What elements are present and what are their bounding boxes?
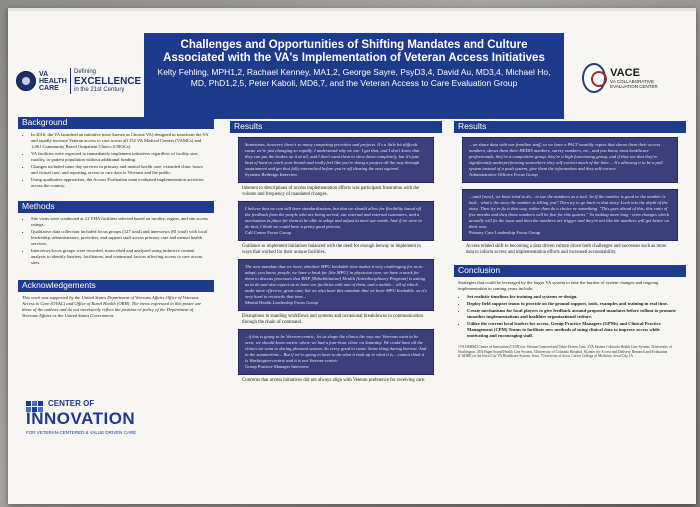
innovation-word: INNOVATION [26,409,136,428]
quote-source: Administrative Officers Focus Group [469,172,538,177]
poster-authors: Kelty Fehling, MPH1,2, Rachael Kenney, MA1,2, George Sayre, PsyD3,4, David Au, MD3,4, Michael Ho, MD, PhD1,2,5, Peter Kaboli, MD6,7, and the Veteran Access to Care Evaluation Group [157,67,551,88]
results-quote: ...we share data with our frontline staff, so we have a PACT monthly report that shows them their access numbers, shows them their HEDIS numbers, survey numbers, etc., and you know, most healthcare professionals, they're a competitive group, they're a high functioning group, and if they see that they're significantly underperforming somewhere they self-correct much of the time.... It's allowing it to be a pull system instead of a push system, give them the information and they self-correct. Administrative Officers Focus Group [462,137,678,183]
conclusion-bullet: • Set realistic timelines for training and systems re-design. [467,294,682,300]
poster-title: Challenges and Opportunities of Shifting Mandates and Culture Associated with the VA's Implementation of Veteran Access Initiatives [163,39,545,64]
conclusion-intro: Strategies that could be leveraged by the larger VA system to ease the burden of system changes and ongoing implementation in coming years include: [458,280,659,291]
conclusion-bullet: • Deploy field support teams to provide on the ground support, tools, examples and training in real time. [467,301,682,307]
results-finding: Access related shift to becoming a data driven culture drove both challenges and successes such as more data to inform access and implementation efforts and increased accountability. [466,244,667,255]
results-quote: ...until [now], we have tried to do... to use the numbers as a tool. So if the number is good or the number is bad... what's the story the number is telling you? Then try to go back to that story. Look into the depth of the story. Then try to fix it that way, rather than do a choice or something. "This goes ahead of this, this ratio of five months and then those numbers will be fine for this quarter." So making more long - term changes which actually will fix the issue and then the numbers are trigger and they're not like the numbers will get better on their own. Primary Care Leadership Focus Group [462,189,678,241]
methods-body [18,213,214,270]
background-body [18,129,214,193]
background-bullet: • In 2016, the VA launched an initiative (now known as Choose VA) designed to transform the VA and rapidly increase Veteran access to care across all 152 VA Medical Centers (VAMCs) and 1,061 Community Based Outpatient Clinics (CBOCs). [31,132,210,150]
quote-source: Call Center Focus Group [245,230,292,235]
results-quote: Sometimes, however, there's so many competing priorities and projects. It's a little bit difficult cause we're just changing so rapidly. I understand why we are. I get that, and I don't know that they can put the brakes on it at all, and I don't want them to slow down completely, but it's just kind of hard to catch your breath and really feel like you're doing a project all the way through sustainment and get that fully entrenched before you're off chasing the next squirrel. Systems Redesign Interview [238,137,434,183]
vace-logo [582,51,682,105]
quote-source: Systems Redesign Interview [245,172,298,177]
results-heading: Results [230,121,442,133]
poster [8,8,696,504]
results-finding: Guidance to implement initiatives balanced with the need for enough leeway to implement in ways that worked for their unique facilities. [242,244,421,255]
acknowledgements-text: This work was supported by the United States Department of Veterans Affairs Office of Veterans Access to Care (OVAC) and Office of Rural Health (ORH). The views expressed in this poster are those of the authors and do not necessarily reflect the position or policy of the Department of Veterans Affairs or the United States Government. [22,295,202,318]
va-wordmark: VA HEALTH CARE [39,70,67,92]
conclusion-bullet: • Utilize the current local leaders for access, Group Practice Managers (GPMs) and Clinical Practice Management (CPM) Teams to facilitate new methods of using clinical data to improve access while motivating and encouraging staff. [467,321,682,339]
conclusion-bullet: • Create mechanisms for local players to give feedback around proposed mandates before rollout to promote smoother implementations and healthier organizational culture. [467,308,682,320]
background-heading: Background [18,117,214,129]
innovation-prefix: CENTER OF [48,399,95,408]
background-bullet: • Using qualitative approaches, the Access Evaluation team evaluated implementation activities across the country. [31,177,210,189]
background-bullet: • VA facilities were expected to immediately implement initiatives regardless of facility size, rurality, or patient population without additional funding. [31,151,210,163]
conclusion-body [454,277,686,343]
methods-bullet: • Site visits were conducted at 21 VHA facilities selected based on rurality, region, and site access ratings. [31,216,210,228]
results-quote: ...if this is going to be Veteran-centric, let us shape the clinics the way our Veterans want to be seen; we should know metric where we had a four-hour clinic on Saturday. We could have all the clinics we want to during pleasant season. So every good to come. Same thing during harvest. And in the summertime... But if we're going to have to do what it ends up to what it is... cannot think it is Washington-centric and it is not Veteran-centric. Group Practice Manager Interview [238,329,434,375]
results-quote: The new mandate that we have, absolute MPG bookable time makes it very challenging for us to adapt; you know, people, we have a book for [the MPG] in physician care, we have a mock for them to discuss processes that RHP [Rehabilitation] Health [Interdisciplinary Program] is asking us to do and also expect us to have our facilities with one of them, and a mobile... all of which make more effective, great care, but we also have this mandate that we have MPG bookable, so it's very hard to reconcile that time... Mental Health Leadership Focus Group [238,259,434,311]
results-heading: Results [454,121,686,133]
methods-bullet: • Qualitative data collection included focus groups (127 total) and interviews (81 total) with local leadership, administrators, providers, and support staff across primary care and mental health services. [31,229,210,247]
poster-title-box [144,33,564,119]
right-column [454,121,686,361]
quote-source: Mental Health Leadership Focus Group [245,300,318,305]
results-finding: Concerns that access initiatives did not always align with Veteran preference for receiving care. [242,378,426,383]
middle-column [230,121,442,387]
quote-source: Primary Care Leadership Focus Group [469,230,541,235]
acknowledgements-heading: Acknowledgements [18,280,214,292]
vace-name: VACE [610,67,640,79]
left-column [18,117,214,322]
methods-heading: Methods [18,201,214,213]
conclusion-heading: Conclusion [454,265,686,277]
innovation-tagline: FOR VETERAN-CENTERED & VALUE DRIVEN CARE [26,430,137,435]
results-finding: Disruptions to standing workflows and systems and occasional breakdowns in communication through the chain of command. [242,314,423,325]
va-health-care-logo [16,63,144,99]
results-finding: Inherent to descriptions of access implementation efforts was participant frustration with the volume and frequency of mandated changes. [242,186,420,197]
results-quote: I believe that we can still have standardization, but that we should allow for flexibility based off the feedback from the people who are being served, our internal and external customers, and a mechanism in place for them to be able to adopt and adjust to meet our needs. And if we were to do that, I think we could have a pretty good process. Call Center Focus Group [238,201,434,241]
quote-source: Group Practice Manager Interview [245,364,309,369]
affiliations-footnote: 1VA HSR&D Center of Innovation (COIN) for Veteran-Centered and Value-Driven Care, 2VA Eastern Colorado Health Care System, 3University of Washington, 4VA Puget Sound Health Care System, 5University of Colorado Hospital, 6Center for Access and Delivery Research and Evaluation (CADRE) at the Iowa City VA Healthcare System, Iowa, 7University of Iowa, Carver College of Medicine, Iowa City, IA [458,345,672,359]
vace-emblem-icon [582,63,606,93]
methods-bullet: • Interviews/focus groups were recorded, transcribed and analyzed using inductive content analysis to identify barriers, facilitators, and contextual factors affecting access to care across sites. [31,248,210,266]
vace-subtitle: VA COLLABORATIVE EVALUATION CENTER [610,79,658,89]
defining-excellence-text: Defining EXCELLENCE in the 21st Century [74,68,142,93]
va-seal-icon [16,71,36,91]
center-of-innovation-logo [26,397,176,445]
logo-divider [70,68,71,94]
background-bullet: • Changes included same day services in primary and mental health care, extended clinic hours and virtual care, and reporting access to care data to Veterans and the public. [31,164,210,176]
